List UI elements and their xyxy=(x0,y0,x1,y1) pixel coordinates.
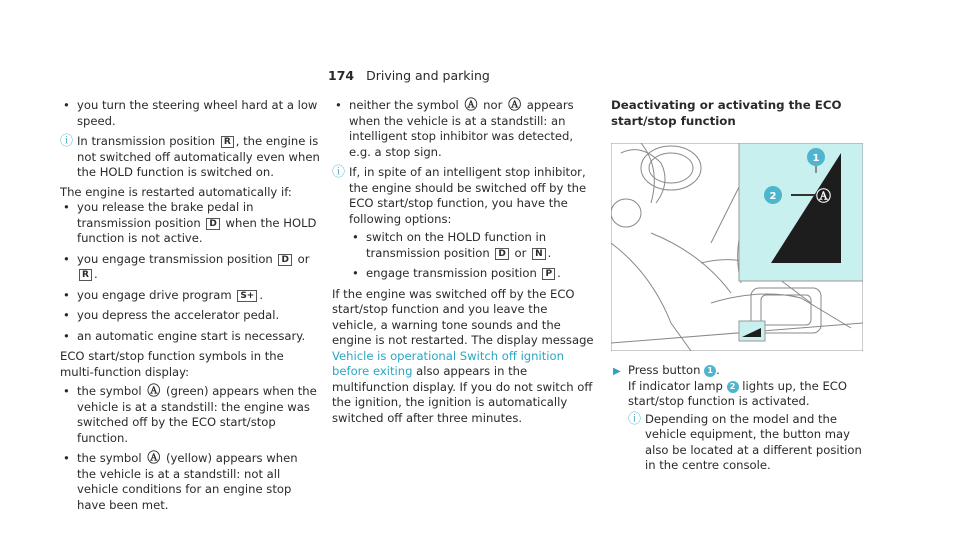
svg-text:Ⓐ: Ⓐ xyxy=(816,187,832,205)
list-item: • neither the symbol Ⓐ nor Ⓐ appears when the vehicle is at a standstill: an intelligent stop inhibitor was detected, e.g. a stop sign. xyxy=(332,98,594,160)
gear-r-symbol: R xyxy=(79,269,92,281)
column-middle xyxy=(332,98,594,426)
list-item: • switch on the HOLD function in transmission position D or N . xyxy=(349,230,594,261)
list-item: • the symbol Ⓐ (green) appears when the vehicle is at a standstill: the engine was switched off by the ECO start/stop function. xyxy=(60,384,320,446)
note: ⓘ In transmission position R , the engine is not switched off automatically even when the HOLD function is switched on. xyxy=(60,134,320,179)
list-item: • an automatic engine start is necessary. xyxy=(60,329,320,345)
eco-start-stop-icon: Ⓐ xyxy=(464,98,478,113)
gear-d-symbol: D xyxy=(495,248,508,260)
gear-n-symbol: N xyxy=(532,248,546,260)
centre-console-figure xyxy=(611,143,863,351)
list-item: • you depress the accelerator pedal. xyxy=(60,308,320,324)
display-message-1: Vehicle is operational xyxy=(332,348,457,363)
list-item: • you release the brake pedal in transmission position D when the HOLD function is not active. xyxy=(60,200,320,247)
drive-program-symbol: S+ xyxy=(237,290,257,302)
page-header xyxy=(328,68,490,83)
list-item: • you engage transmission position D or R . xyxy=(60,252,320,283)
action-arrow-icon: ▶ xyxy=(613,366,621,377)
restart-intro: The engine is restarted automatically if: xyxy=(60,184,292,199)
list-item: • you turn the steering wheel hard at a low speed. xyxy=(60,98,320,129)
page-number: 174 xyxy=(328,68,355,83)
figure-callout-1: 1 xyxy=(812,153,820,164)
eco-start-stop-crossed-icon: Ⓐ xyxy=(147,451,161,466)
note: ⓘ Depending on the model and the vehicle equipment, the button may also be located at a different position in the centre console. xyxy=(628,411,862,472)
callout-2-badge: 2 xyxy=(727,381,739,393)
note: ⓘ If, in spite of an intelligent stop inhibitor, the engine should be switched off by the ECO start/stop function, you have the following options: • switch on the HOLD function in transmission position D or N . • engage transmission position P . xyxy=(332,165,594,282)
gear-d-symbol: D xyxy=(278,254,291,266)
list-item: • engage transmission position P . xyxy=(349,266,594,282)
display-message-2: Switch off ignition before exiting xyxy=(332,348,564,378)
info-icon: ⓘ xyxy=(332,165,346,180)
list-item: • you engage drive program S+ . xyxy=(60,288,320,304)
list-item: • the symbol Ⓐ (yellow) appears when the vehicle is at a standstill: not all vehicle conditions for an engine stop have been met. xyxy=(60,451,320,513)
gear-p-symbol: P xyxy=(542,268,555,280)
section-title: Driving and parking xyxy=(366,68,490,83)
eco-start-stop-crossed-icon: Ⓐ xyxy=(508,98,522,113)
gear-d-symbol: D xyxy=(206,218,219,230)
eco-start-stop-icon: Ⓐ xyxy=(147,384,161,399)
section-heading: Deactivating or activating the ECO start/stop function xyxy=(611,98,842,128)
column-right xyxy=(611,98,871,478)
info-icon: ⓘ xyxy=(628,411,642,427)
callout-1-badge: 1 xyxy=(704,365,716,377)
action-step: ▶ Press button 1 . If indicator lamp 2 lights up, the ECO start/stop function is activated. xyxy=(613,363,848,408)
info-icon: ⓘ xyxy=(60,134,74,149)
symbols-intro: ECO start/stop function symbols in the multi-function display: xyxy=(60,349,284,379)
column-left xyxy=(60,98,320,518)
gear-r-symbol: R xyxy=(221,136,234,148)
figure-callout-2: 2 xyxy=(769,191,777,202)
warning-paragraph: If the engine was switched off by the ECO start/stop function and you leave the vehicle, a warning tone sounds and the engine is not restarted. The display message Vehicle is operational Switch off ignition before exiting also appears in the multifunction display. If you do not switch off the ignition, the ignition is automatically switched off after three minutes. xyxy=(332,286,594,425)
